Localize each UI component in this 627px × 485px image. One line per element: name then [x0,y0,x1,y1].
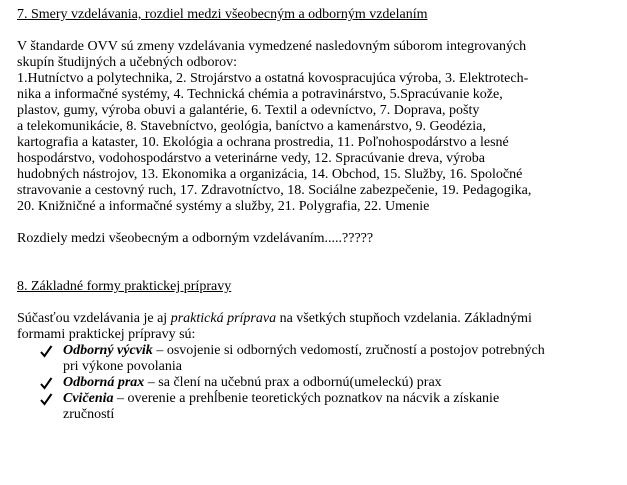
study-groups-list [17,71,625,215]
text-line: a telekomunikácie, 8. Stavebníctvo, geológia, baníctvo a kamenárstvo, 9. Geodézia, [17,119,486,134]
list-item [17,391,625,423]
text-line: Súčasťou vzdelávania je aj praktická príprava na všetkých stupňoch vzdelania. Základnými [17,311,532,326]
text-line: 20. Knižničné a informačné systémy a služby, 21. Polygrafia, 22. Umenie [17,199,430,214]
continuation-text: pri výkone povolania [63,359,182,374]
text-line: kartografia a kataster, 10. Ekológia a ochrana prostredia, 11. Poľnohospodárstvo a lesné [17,135,509,150]
text-line: V štandarde OVV sú zmeny vzdelávania vymedzené nasledovným súborom integrovaných [17,39,527,54]
differences-text: Rozdiely medzi všeobecným a odborným vzdelávaním.....????? [17,231,374,246]
description: – osvojenie si odborných vedomostí, zručností a postojov potrebných [152,343,545,358]
text-line: skupín študijných a učebných odborov: [17,55,238,70]
text-line: hospodárstvo, vodohospodárstvo a veterinárne vedy, 12. Spracúvanie dreva, výroba [17,151,485,166]
document-page [17,7,625,423]
term: Cvičenia [63,391,114,406]
section-7-heading: 7. Smery vzdelávania, rozdiel medzi všeobecným a odborným vzdelaním [17,7,428,22]
section-7-intro [17,39,625,71]
text-line: plastov, gumy, výroba obuvi a galantérie, 6. Textil a odevníctvo, 7. Doprava, pošty [17,103,480,118]
description: – sa člení na učebnú prax a odbornú(umeleckú) prax [144,375,442,390]
check-mark-icon [39,343,53,359]
continuation-text: zručností [63,407,115,422]
text-line: hudobných nástrojov, 13. Ekonomika a organizácia, 14. Obchod, 15. Služby, 16. Spoločné [17,167,523,182]
section-8-intro [17,311,625,343]
list-item [17,343,625,375]
text-line: formami praktickej prípravy sú: [17,327,196,342]
practical-forms-list [17,343,625,423]
emphasis-text: praktická príprava [170,311,277,326]
text-line: 1.Hutníctvo a polytechnika, 2. Strojárstvo a ostatná kovospracujúca výroba, 3. Elektrotech- [17,71,529,86]
description: – overenie a prehĺbenie teoretických poznatkov na nácvik a získanie [113,391,500,406]
term: Odborná prax [63,375,145,390]
section-8-heading: 8. Základné formy praktickej prípravy [17,279,232,294]
term: Odborný výcvik [63,343,153,358]
text-line: stravovanie a cestovný ruch, 17. Zdravotníctvo, 18. Sociálne zabezpečenie, 19. Pedagogika, [17,183,532,198]
list-item [17,375,625,391]
text-line: nika a informačné systémy, 4. Technická chémia a potravinárstvo, 5.Spracúvanie kože, [17,87,503,102]
check-mark-icon [39,375,53,391]
check-mark-icon [39,391,53,407]
